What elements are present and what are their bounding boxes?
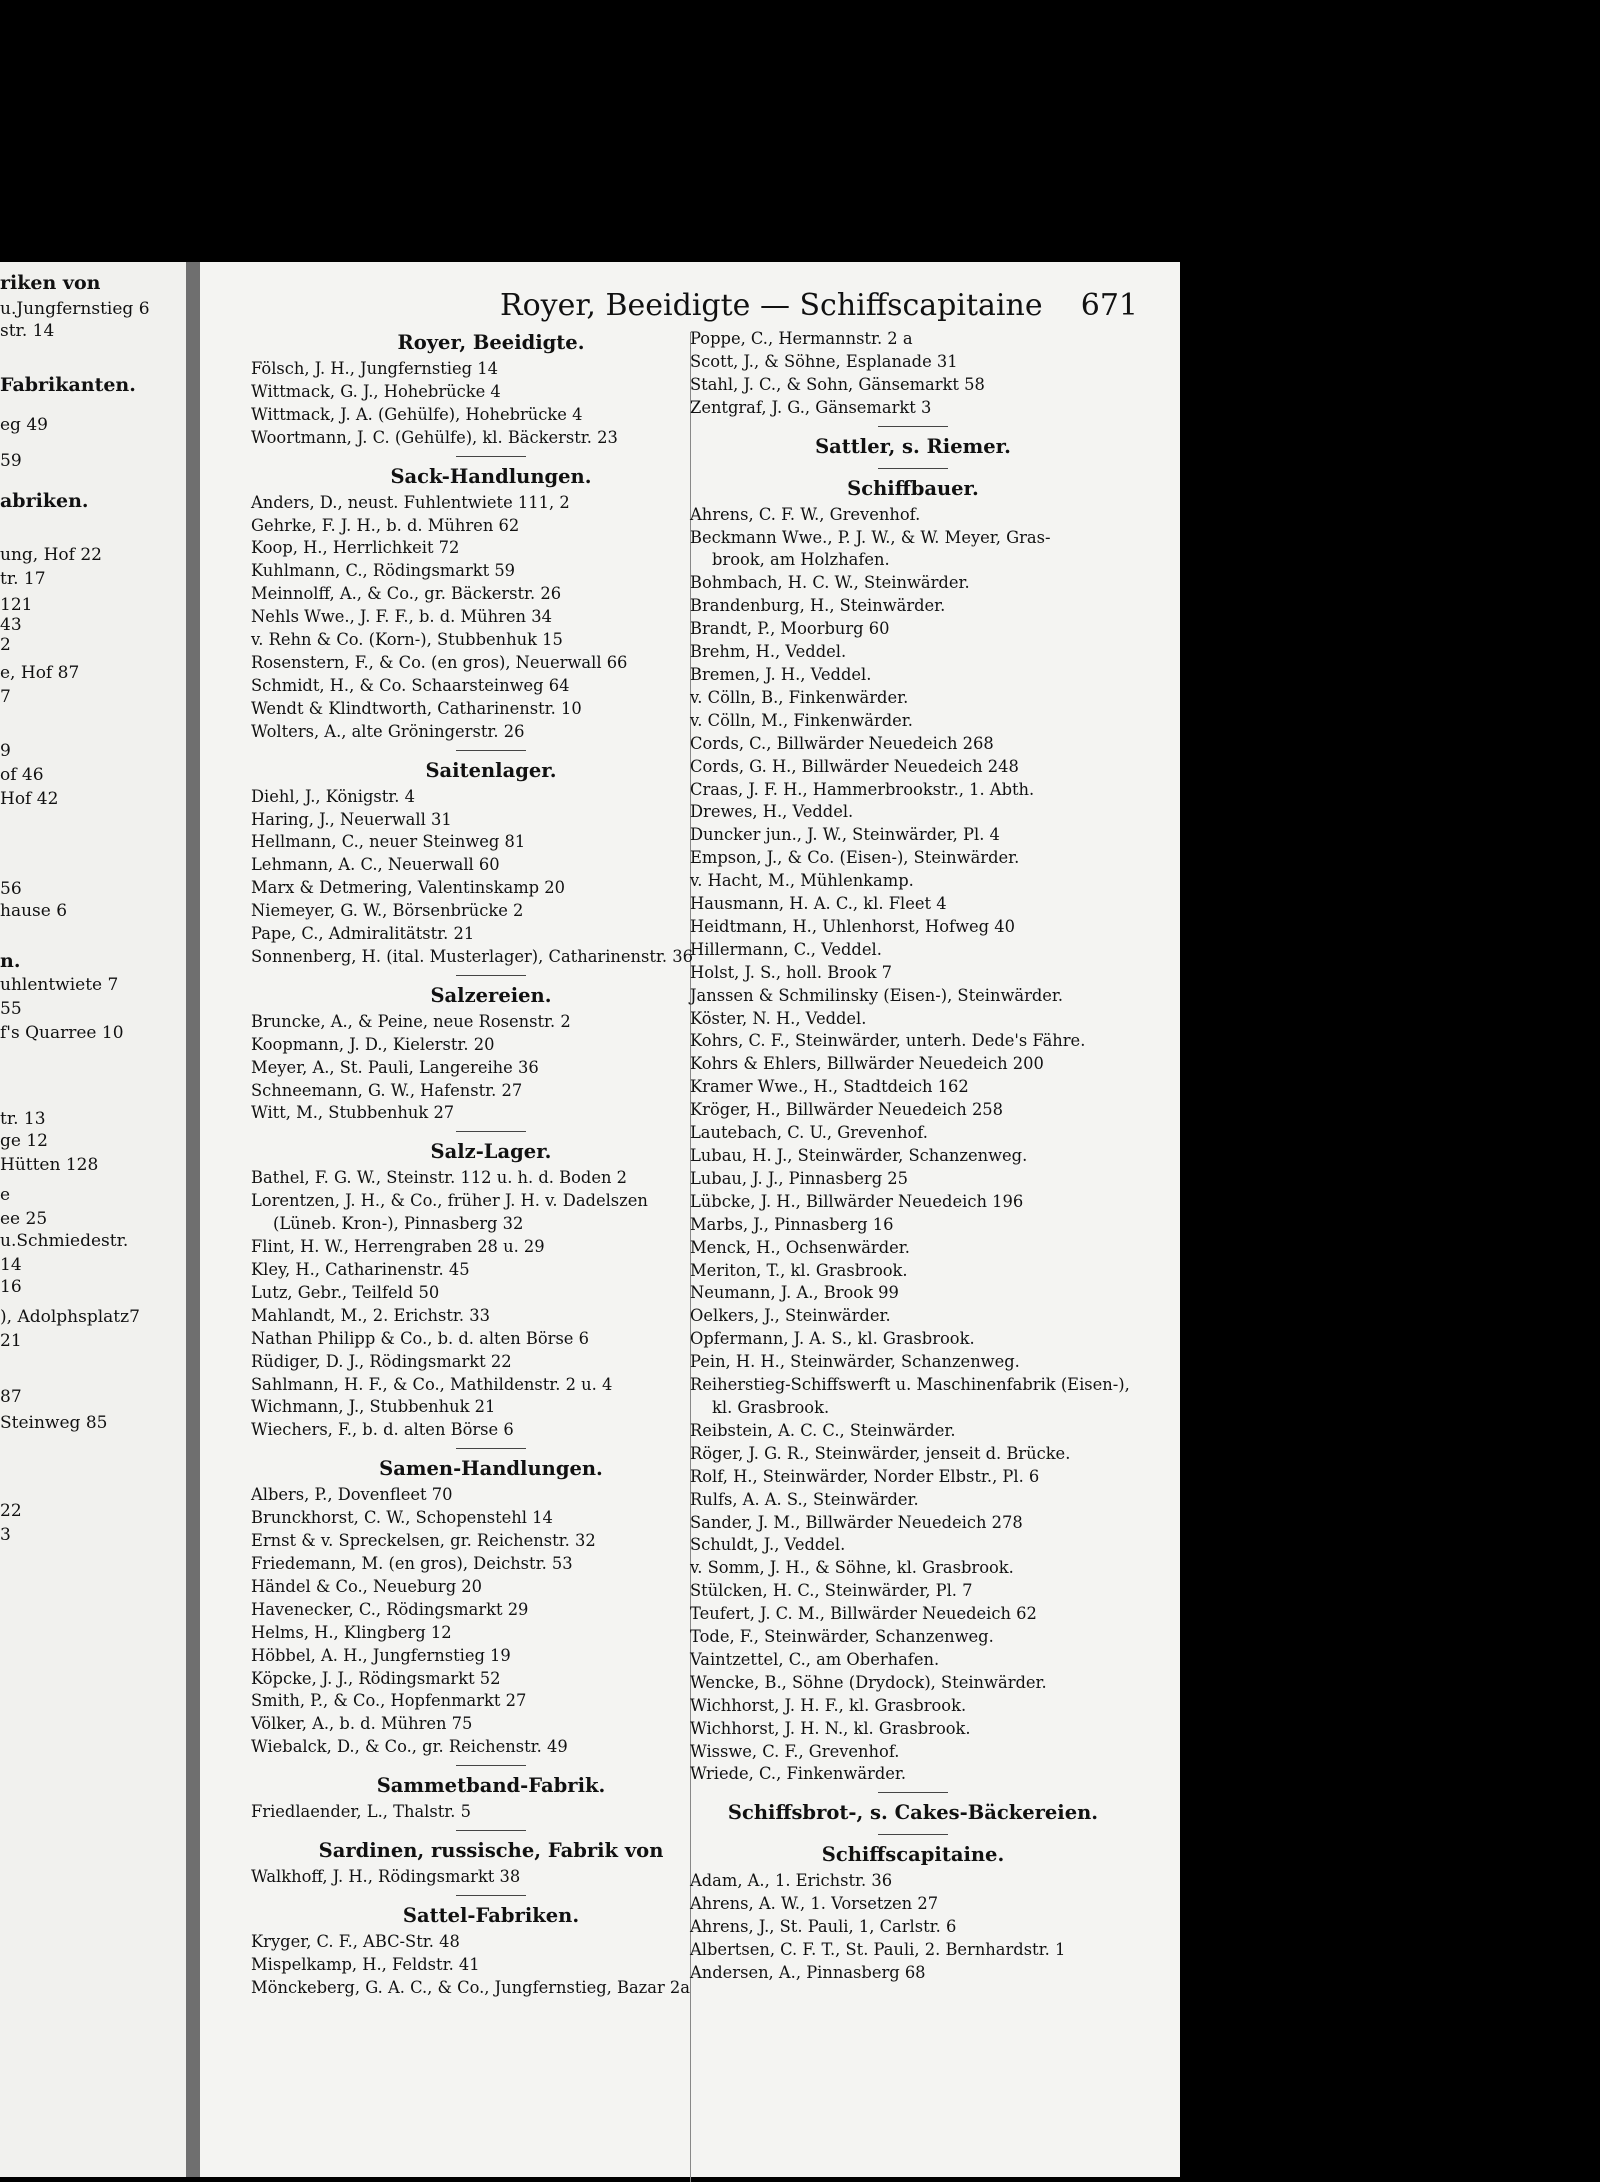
right-page	[200, 262, 1180, 2177]
section-rule	[878, 426, 948, 427]
directory-entry: Wichmann, J., Stubbenhuk 21	[251, 1397, 496, 1417]
section-heading: Schiffbauer.	[847, 476, 979, 500]
directory-entry: Hausmann, H. A. C., kl. Fleet 4	[690, 894, 947, 914]
left-page-text-fragment: hause 6	[0, 901, 68, 921]
section-rule	[456, 1131, 526, 1132]
directory-entry: Rulfs, A. A. S., Steinwärder.	[690, 1489, 919, 1509]
page-number: 671	[1080, 288, 1138, 323]
directory-entry: Cords, G. H., Billwärder Neuedeich 248	[690, 756, 1019, 776]
directory-entry: Wittmack, J. A. (Gehülfe), Hohebrücke 4	[251, 404, 583, 424]
directory-entry: Reiherstieg-Schiffswerft u. Maschinenfabrik (Eisen-),	[690, 1375, 1130, 1395]
directory-column-right	[690, 328, 1136, 1985]
directory-entry: Lutz, Gebr., Teilfeld 50	[251, 1282, 440, 1302]
directory-entry: Albertsen, C. F. T., St. Pauli, 2. Bernhardstr. 1	[690, 1940, 1066, 1960]
section-heading: Schiffscapitaine.	[821, 1843, 1005, 1867]
left-page-text-fragment: Fabrikanten.	[0, 374, 136, 396]
directory-entry: Anders, D., neust. Fuhlentwiete 111, 2	[251, 492, 570, 512]
directory-entry: Drewes, H., Veddel.	[690, 802, 854, 822]
section-rule	[456, 1448, 526, 1449]
directory-entry: Bremen, J. H., Veddel.	[690, 664, 872, 684]
directory-entry: Tode, F., Steinwärder, Schanzenweg.	[690, 1627, 994, 1647]
left-page-text-fragment: riken von	[0, 272, 101, 294]
directory-entry: Poppe, C., Hermannstr. 2 a	[690, 329, 913, 348]
directory-entry: Röger, J. G. R., Steinwärder, jenseit d. Brücke.	[690, 1443, 1071, 1463]
directory-entry: Ahrens, C. F. W., Grevenhof.	[690, 504, 921, 524]
directory-entry: Köpcke, J. J., Rödingsmarkt 52	[251, 1668, 501, 1688]
directory-entry: Lübcke, J. H., Billwärder Neuedeich 196	[690, 1191, 1024, 1211]
directory-entry: Zentgraf, J. G., Gänsemarkt 3	[690, 397, 932, 417]
section-rule	[456, 975, 526, 976]
left-page-text-fragment: n.	[0, 950, 21, 972]
left-page-text-fragment: 87	[0, 1387, 22, 1407]
directory-entry: Koopmann, J. D., Kielerstr. 20	[251, 1034, 495, 1054]
directory-entry: Smith, P., & Co., Hopfenmarkt 27	[251, 1691, 527, 1711]
directory-entry: Meinnolff, A., & Co., gr. Bäckerstr. 26	[251, 584, 562, 604]
directory-entry: Albers, P., Dovenfleet 70	[251, 1485, 453, 1505]
directory-entry: Kuhlmann, C., Rödingsmarkt 59	[251, 561, 516, 581]
left-page-text-fragment: 59	[0, 451, 22, 471]
directory-entry: Wriede, C., Finkenwärder.	[690, 1764, 907, 1784]
left-page-text-fragment: eg 49	[0, 415, 48, 435]
directory-entry: Wisswe, C. F., Grevenhof.	[690, 1741, 900, 1761]
left-page-text-fragment: e, Hof 87	[0, 663, 80, 683]
directory-entry: Duncker jun., J. W., Steinwärder, Pl. 4	[690, 825, 1000, 845]
directory-entry: Rüdiger, D. J., Rödingsmarkt 22	[251, 1351, 512, 1371]
directory-entry: v. Rehn & Co. (Korn-), Stubbenhuk 15	[251, 630, 563, 650]
directory-entry: Teufert, J. C. M., Billwärder Neuedeich 62	[690, 1604, 1037, 1624]
page-header	[200, 288, 1138, 328]
section-heading: Samen-Handlungen.	[379, 1457, 603, 1481]
directory-entry: Kley, H., Catharinenstr. 45	[251, 1260, 470, 1279]
directory-entry: Ernst & v. Spreckelsen, gr. Reichenstr. 32	[251, 1531, 596, 1551]
directory-entry: Opfermann, J. A. S., kl. Grasbrook.	[690, 1329, 975, 1349]
left-page-text-fragment: u.Jungfernstieg 6	[0, 299, 150, 319]
directory-entry: Scott, J., & Söhne, Esplanade 31	[690, 351, 958, 371]
left-page-text-fragment: Steinweg 85	[0, 1413, 108, 1433]
section-heading: Sattel-Fabriken.	[402, 1903, 580, 1927]
directory-entry: Schuldt, J., Veddel.	[690, 1535, 846, 1555]
book-gutter	[186, 262, 200, 2177]
directory-column-left	[251, 328, 731, 2000]
left-page-text-fragment: e	[0, 1185, 11, 1205]
directory-entry: Havenecker, C., Rödingsmarkt 29	[251, 1599, 529, 1619]
left-page-text-fragment: 21	[0, 1331, 22, 1351]
left-page-text-fragment: 55	[0, 999, 22, 1019]
directory-entry: Ahrens, J., St. Pauli, 1, Carlstr. 6	[690, 1917, 957, 1937]
directory-entry: Köster, N. H., Veddel.	[690, 1008, 867, 1028]
section-rule	[456, 750, 526, 751]
directory-entry: Schmidt, H., & Co. Schaarsteinweg 64	[251, 675, 570, 695]
directory-entry: Bruncke, A., & Peine, neue Rosenstr. 2	[251, 1011, 571, 1031]
directory-entry: Ahrens, A. W., 1. Vorsetzen 27	[690, 1894, 939, 1914]
directory-entry: Meriton, T., kl. Grasbrook.	[690, 1260, 908, 1280]
directory-entry: Janssen & Schmilinsky (Eisen-), Steinwärder.	[690, 985, 1064, 1005]
directory-entry: Wiechers, F., b. d. alten Börse 6	[251, 1420, 514, 1440]
directory-entry: Stülcken, H. C., Steinwärder, Pl. 7	[690, 1581, 973, 1601]
directory-entry: Wolters, A., alte Gröningerstr. 26	[251, 721, 525, 741]
directory-entry: Friedlaender, L., Thalstr. 5	[251, 1802, 471, 1822]
left-page-text-fragment: Hütten 128	[0, 1155, 99, 1175]
directory-entry: Cords, C., Billwärder Neuedeich 268	[690, 733, 994, 753]
section-rule	[878, 468, 948, 469]
directory-entry: Höbbel, A. H., Jungfernstieg 19	[251, 1645, 511, 1665]
section-rule	[456, 1895, 526, 1896]
directory-entry: Brunckhorst, C. W., Schopenstehl 14	[251, 1508, 553, 1528]
directory-entry: Walkhoff, J. H., Rödingsmarkt 38	[251, 1867, 521, 1887]
directory-entry: Heidtmann, H., Uhlenhorst, Hofweg 40	[690, 916, 1015, 936]
left-page-text-fragment: 16	[0, 1277, 22, 1297]
left-page-text-fragment: uhlentwiete 7	[0, 975, 119, 995]
directory-entry: Meyer, A., St. Pauli, Langereihe 36	[251, 1057, 539, 1077]
left-page-fragment	[0, 262, 186, 2177]
directory-entry: Friedemann, M. (en gros), Deichstr. 53	[251, 1553, 573, 1573]
directory-entry: Wiebalck, D., & Co., gr. Reichenstr. 49	[251, 1737, 568, 1757]
directory-entry: Rosenstern, F., & Co. (en gros), Neuerwall 66	[251, 652, 628, 672]
directory-entry: Pein, H. H., Steinwärder, Schanzenweg.	[690, 1352, 1020, 1372]
section-heading: Schiffsbrot-, s. Cakes-Bäckereien.	[727, 1801, 1099, 1825]
directory-entry: Wichhorst, J. H. N., kl. Grasbrook.	[690, 1718, 971, 1738]
directory-entry: Sonnenberg, H. (ital. Musterlager), Catharinenstr. 36	[251, 946, 693, 966]
directory-entry: Stahl, J. C., & Sohn, Gänsemarkt 58	[690, 374, 985, 394]
left-page-text-fragment: of 46	[0, 765, 44, 785]
left-page-text-fragment: u.Schmiedestr.	[0, 1231, 129, 1251]
section-heading: Sammetband-Fabrik.	[376, 1774, 606, 1798]
left-page-text-fragment: ge 12	[0, 1131, 48, 1151]
section-rule	[456, 1765, 526, 1766]
left-page-text-fragment: 43	[0, 615, 22, 635]
directory-entry: Reibstein, A. C. C., Steinwärder.	[690, 1420, 956, 1440]
directory-entry: Kohrs & Ehlers, Billwärder Neuedeich 200	[690, 1054, 1044, 1074]
directory-entry: Brandt, P., Moorburg 60	[690, 619, 890, 639]
directory-entry: v. Hacht, M., Mühlenkamp.	[690, 871, 914, 891]
left-page-text-fragment: 2	[0, 635, 11, 655]
section-heading: Sattler, s. Riemer.	[815, 434, 1011, 458]
directory-entry: Kröger, H., Billwärder Neuedeich 258	[690, 1100, 1004, 1120]
directory-entry: Hellmann, C., neuer Steinweg 81	[251, 832, 526, 852]
directory-entry: brook, am Holzhafen.	[712, 550, 890, 570]
directory-entry: Bohmbach, H. C. W., Steinwärder.	[690, 573, 970, 593]
directory-entry: Woortmann, J. C. (Gehülfe), kl. Bäckerstr. 23	[251, 427, 618, 447]
left-page-text-fragment: ee 25	[0, 1209, 48, 1229]
directory-entry: Mönckeberg, G. A. C., & Co., Jungfernstieg, Bazar 2a	[251, 1977, 690, 1997]
directory-entry: Kohrs, C. F., Steinwärder, unterh. Dede's Fähre.	[690, 1031, 1086, 1051]
directory-entry: Lubau, H. J., Steinwärder, Schanzenweg.	[690, 1146, 1028, 1165]
section-heading: Saitenlager.	[425, 758, 557, 782]
left-page-text-fragment: 56	[0, 879, 22, 899]
directory-entry: Niemeyer, G. W., Börsenbrücke 2	[251, 901, 524, 921]
directory-entry: Lehmann, A. C., Neuerwall 60	[251, 855, 500, 875]
directory-entry: Brandenburg, H., Steinwärder.	[690, 596, 946, 616]
directory-entry: Beckmann Wwe., P. J. W., & W. Meyer, Gras-	[690, 527, 1051, 547]
directory-entry: Völker, A., b. d. Mühren 75	[251, 1714, 473, 1734]
left-page-text-fragment: 9	[0, 741, 11, 761]
directory-entry: v. Cölln, B., Finkenwärder.	[690, 687, 909, 707]
left-page-text-fragment: 7	[0, 687, 11, 707]
directory-entry: Lubau, J. J., Pinnasberg 25	[690, 1168, 909, 1188]
section-rule	[456, 456, 526, 457]
directory-entry: Craas, J. F. H., Hammerbrookstr., 1. Abth.	[690, 779, 1035, 799]
directory-entry: Lautebach, C. U., Grevenhof.	[690, 1123, 928, 1143]
directory-entry: Empson, J., & Co. (Eisen-), Steinwärder.	[690, 848, 1020, 868]
directory-entry: Lorentzen, J. H., & Co., früher J. H. v. Dadelszen	[251, 1191, 648, 1211]
directory-entry: Holst, J. S., holl. Brook 7	[690, 962, 892, 982]
directory-entry: (Lüneb. Kron-), Pinnasberg 32	[273, 1214, 524, 1234]
directory-entry: Menck, H., Ochsenwärder.	[690, 1237, 910, 1257]
section-heading: Sack-Handlungen.	[390, 464, 592, 488]
section-rule	[456, 1830, 526, 1831]
left-page-text-fragment: str. 14	[0, 321, 55, 341]
directory-entry: Sahlmann, H. F., & Co., Mathildenstr. 2 u. 4	[251, 1374, 613, 1394]
left-page-text-fragment: f's Quarree 10	[0, 1023, 124, 1043]
left-page-text-fragment: tr. 17	[0, 569, 46, 589]
directory-entry: Rolf, H., Steinwärder, Norder Elbstr., Pl. 6	[690, 1466, 1040, 1486]
directory-entry: Händel & Co., Neueburg 20	[251, 1576, 483, 1596]
section-heading: Salz-Lager.	[430, 1140, 552, 1164]
directory-entry: Brehm, H., Veddel.	[690, 642, 847, 662]
running-title: Royer, Beeidigte — Schiffscapitaine	[500, 288, 1043, 323]
directory-entry: Wittmack, G. J., Hohebrücke 4	[251, 381, 501, 401]
left-page-text-fragment: Hof 42	[0, 789, 59, 809]
directory-entry: Wendt & Klindtworth, Catharinenstr. 10	[251, 698, 582, 718]
directory-entry: Wichhorst, J. H. F., kl. Grasbrook.	[690, 1695, 967, 1715]
directory-entry: Marbs, J., Pinnasberg 16	[690, 1214, 894, 1234]
directory-entry: Andersen, A., Pinnasberg 68	[690, 1963, 926, 1982]
directory-entry: Neumann, J. A., Brook 99	[690, 1283, 899, 1303]
directory-entry: Mispelkamp, H., Feldstr. 41	[251, 1954, 480, 1974]
directory-entry: Bathel, F. G. W., Steinstr. 112 u. h. d. Boden 2	[251, 1168, 627, 1188]
section-heading: Royer, Beeidigte.	[397, 331, 585, 354]
directory-entry: Nathan Philipp & Co., b. d. alten Börse 6	[251, 1328, 589, 1348]
directory-entry: Schneemann, G. W., Hafenstr. 27	[251, 1080, 523, 1100]
left-page-text-fragment: 14	[0, 1255, 22, 1275]
left-page-text-fragment: 3	[0, 1525, 11, 1545]
directory-entry: Adam, A., 1. Erichstr. 36	[690, 1871, 893, 1891]
left-page-text-fragment: tr. 13	[0, 1109, 46, 1129]
directory-entry: Wencke, B., Söhne (Drydock), Steinwärder.	[690, 1672, 1047, 1692]
directory-entry: Mahlandt, M., 2. Erichstr. 33	[251, 1305, 490, 1325]
directory-entry: Kryger, C. F., ABC-Str. 48	[251, 1931, 460, 1951]
directory-entry: kl. Grasbrook.	[712, 1397, 830, 1417]
directory-entry: v. Somm, J. H., & Söhne, kl. Grasbrook.	[690, 1558, 1014, 1578]
left-page-text-fragment: 121	[0, 595, 33, 615]
directory-entry: Marx & Detmering, Valentinskamp 20	[251, 878, 565, 898]
directory-entry: Kramer Wwe., H., Stadtdeich 162	[690, 1077, 969, 1097]
section-rule	[878, 1834, 948, 1835]
directory-entry: Helms, H., Klingberg 12	[251, 1622, 452, 1642]
section-rule	[878, 1792, 948, 1793]
directory-entry: Pape, C., Admiralitätstr. 21	[251, 924, 475, 944]
directory-entry: Vaintzettel, C., am Oberhafen.	[690, 1649, 940, 1669]
left-page-text-fragment: ), Adolphsplatz7	[0, 1307, 140, 1327]
directory-entry: Gehrke, F. J. H., b. d. Mühren 62	[251, 515, 520, 535]
directory-entry: Hillermann, C., Veddel.	[690, 939, 882, 959]
directory-entry: Koop, H., Herrlichkeit 72	[251, 538, 460, 558]
directory-entry: Witt, M., Stubbenhuk 27	[251, 1103, 455, 1123]
directory-entry: Sander, J. M., Billwärder Neuedeich 278	[690, 1512, 1023, 1532]
section-heading: Sardinen, russische, Fabrik von	[318, 1839, 664, 1863]
left-page-text-fragment: abriken.	[0, 490, 89, 512]
section-heading: Salzereien.	[430, 983, 552, 1007]
directory-entry: Flint, H. W., Herrengraben 28 u. 29	[251, 1237, 545, 1257]
directory-entry: Haring, J., Neuerwall 31	[251, 809, 452, 829]
directory-entry: Oelkers, J., Steinwärder.	[690, 1306, 891, 1326]
left-page-text-fragment: ung, Hof 22	[0, 545, 102, 565]
directory-entry: Fölsch, J. H., Jungfernstieg 14	[251, 359, 498, 378]
left-page-text-fragment: 22	[0, 1501, 22, 1521]
directory-entry: Diehl, J., Königstr. 4	[251, 786, 415, 806]
directory-entry: v. Cölln, M., Finkenwärder.	[690, 710, 913, 730]
directory-entry: Nehls Wwe., J. F. F., b. d. Mühren 34	[251, 607, 552, 627]
